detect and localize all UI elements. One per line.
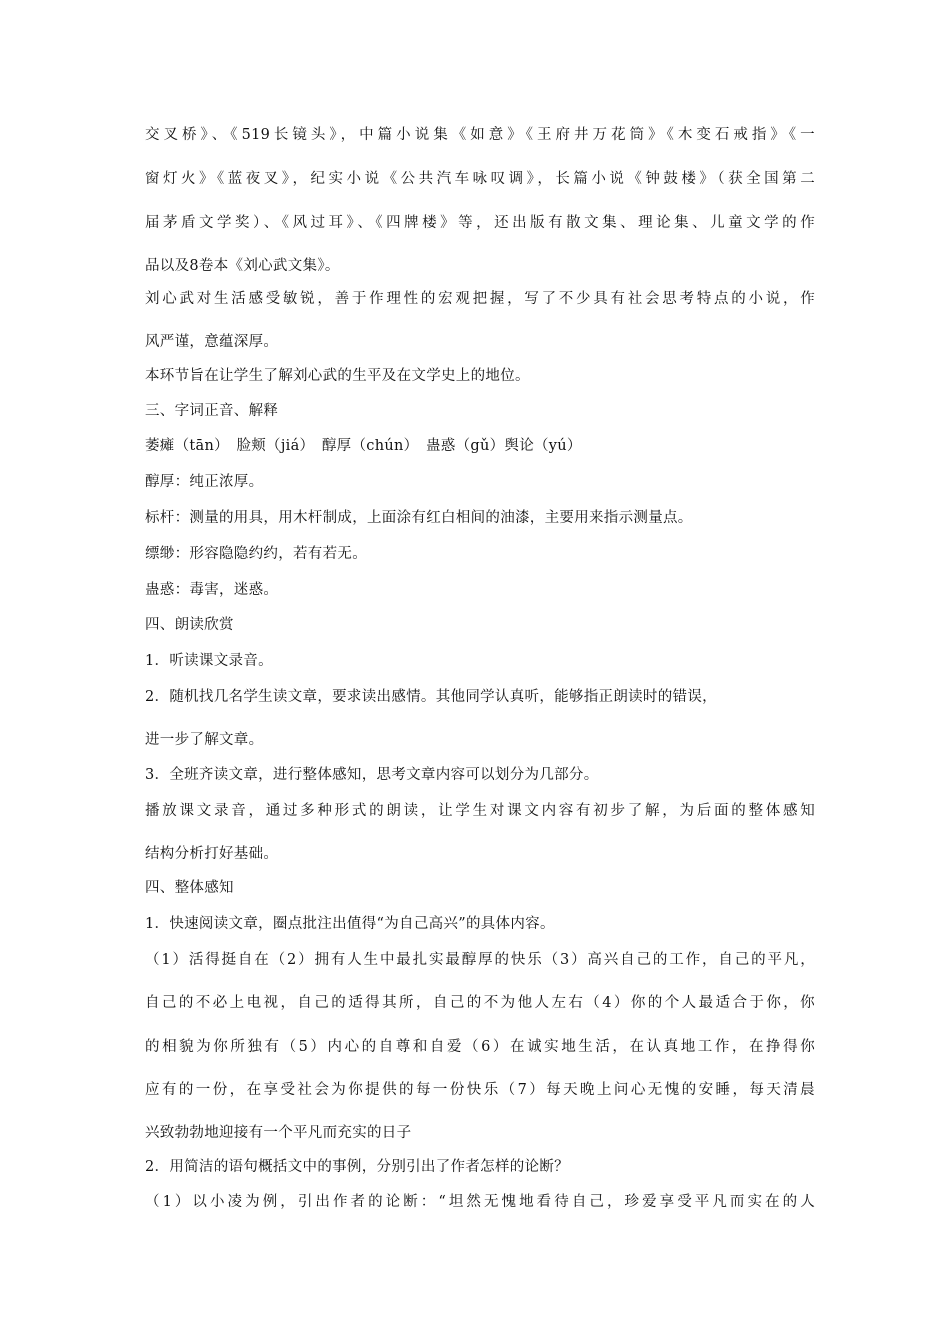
text-line: 品以及8卷本《刘心武文集》。 (145, 258, 340, 274)
text-line: （1）活得挺自在（2）拥有人生中最扎实最醇厚的快乐（3）高兴自己的工作，自己的平凡， (145, 952, 815, 968)
text-line: 交叉桥》、《519长镜头》，中篇小说集《如意》《王府井万花筒》《木变石戒指》《一 (145, 127, 815, 143)
text-line: 标杆：测量的用具，用木杆制成，上面涂有红白相间的油漆，主要用来指示测量点。 (145, 510, 693, 526)
text-line: 1．听读课文录音。 (145, 653, 273, 669)
text-line: 醇厚：纯正浓厚。 (145, 474, 264, 490)
text-line: 蛊惑：毒害，迷惑。 (145, 582, 279, 598)
text-line: 刘心武对生活感受敏锐，善于作理性的宏观把握，写了不少具有社会思考特点的小说，作 (145, 291, 815, 307)
text-line: 兴致勃勃地迎接有一个平凡而充实的日子 (145, 1125, 412, 1141)
text-line: 本环节旨在让学生了解刘心武的生平及在文学史上的地位。 (145, 368, 530, 384)
text-line: 窗灯火》《蓝夜叉》，纪实小说《公共汽车咏叹调》，长篇小说《钟鼓楼》（获全国第二 (145, 171, 815, 187)
text-line: 风严谨，意蕴深厚。 (145, 334, 279, 350)
text-line: 萎瘫（tān） 脸颊（jiá） 醇厚（chún） 蛊惑（gǔ）舆论（yú） (145, 438, 582, 454)
text-line: 1．快速阅读文章，圈点批注出值得“为自己高兴”的具体内容。 (145, 916, 555, 932)
text-line: 应有的一份，在享受社会为你提供的每一份快乐（7）每天晚上问心无愧的安睡，每天清晨 (145, 1082, 815, 1098)
text-line: 播放课文录音，通过多种形式的朗读，让学生对课文内容有初步了解，为后面的整体感知 (145, 803, 815, 819)
section-heading: 四、整体感知 (145, 880, 234, 896)
text-line: 2．用简洁的语句概括文中的事例，分别引出了作者怎样的论断？ (145, 1159, 569, 1175)
text-line: 缥缈：形容隐隐约约，若有若无。 (145, 546, 367, 562)
text-line: 结构分析打好基础。 (145, 846, 279, 862)
text-line: 届茅盾文学奖）、《风过耳》、《四牌楼》等，还出版有散文集、理论集、儿童文学的作 (145, 215, 815, 231)
section-heading: 三、字词正音、解释 (145, 403, 279, 419)
text-line: 的相貌为你所独有（5）内心的自尊和自爱（6）在诚实地生活，在认真地工作，在挣得你 (145, 1039, 815, 1055)
text-line: 3．全班齐读文章，进行整体感知，思考文章内容可以划分为几部分。 (145, 767, 599, 783)
text-line: 进一步了解文章。 (145, 732, 264, 748)
text-line: （1）以小凌为例，引出作者的论断：“坦然无愧地看待自己，珍爱享受平凡而实在的人 (145, 1194, 815, 1210)
section-heading: 四、朗读欣赏 (145, 617, 234, 633)
text-line: 自己的不必上电视，自己的适得其所，自己的不为他人左右（4）你的个人最适合于你，你 (145, 995, 815, 1011)
text-line: 2．随机找几名学生读文章，要求读出感情。其他同学认真听，能够指正朗读时的错误， (145, 689, 717, 705)
